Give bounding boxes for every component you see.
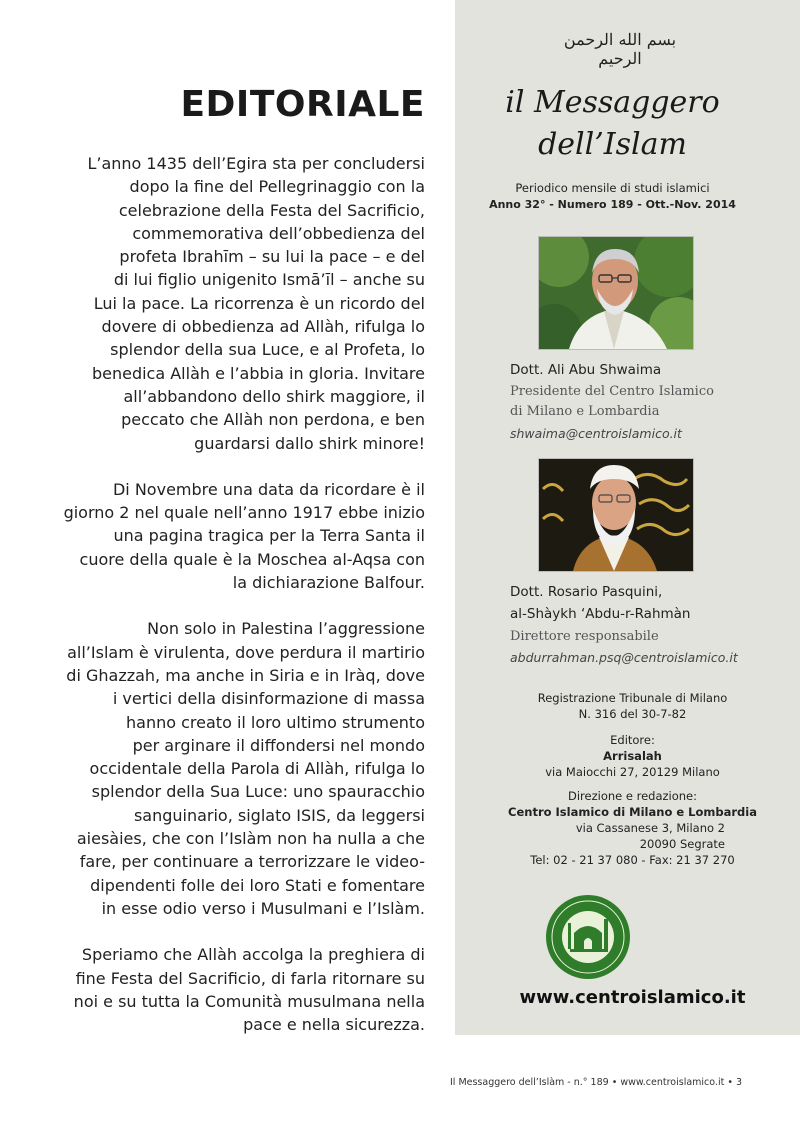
masthead-line: il Messaggero bbox=[505, 85, 720, 120]
website-link[interactable]: www.centroislamico.it bbox=[519, 987, 746, 1008]
editorial-line: dopo la fine del Pellegrinaggio con la bbox=[129, 177, 425, 197]
editorial-line: guardarsi dallo shirk minore! bbox=[194, 433, 425, 453]
direction-address-line: 20090 Segrate bbox=[639, 837, 725, 851]
issue-info: Anno 32° - Numero 189 - Ott.-Nov. 2014 bbox=[489, 198, 736, 211]
editorial-line: di Ghazzah, ma anche in Siria e in Iràq, dove bbox=[66, 665, 425, 685]
editorial-line: Lui la pace. La ricorrenza è un ricordo del bbox=[93, 293, 425, 313]
editorial-line: una pagina tragica per la Terra Santa il bbox=[113, 526, 425, 546]
editorial-line: in esse odio verso i Musulmani e l’Islàm. bbox=[101, 898, 425, 918]
person2-name: Dott. Rosario Pasquini, bbox=[510, 584, 663, 600]
direction-phone: Tel: 02 - 21 37 080 - Fax: 21 37 270 bbox=[530, 853, 735, 867]
editorial-line: di lui figlio unigenito Ismā’īl – anche su bbox=[113, 270, 425, 290]
editorial-line: per arginare il diffondersi nel mondo bbox=[132, 735, 425, 755]
portrait-photo-ali-abu-shwaima bbox=[538, 236, 694, 350]
editorial-line: L’anno 1435 dell’Egira sta per concludersi bbox=[87, 154, 425, 173]
person2-role: Direttore responsabile bbox=[510, 629, 659, 644]
bismillah-calligraphy: بسم الله الرحمن الرحيم bbox=[563, 30, 677, 68]
person1-role: di Milano e Lombardia bbox=[510, 404, 660, 419]
editorial-line: aiesàies, che con l’Islàm non ha nulla a che bbox=[76, 829, 425, 849]
editorial-line: la dichiarazione Balfour. bbox=[232, 573, 425, 593]
person2-name: al-Shàykh ‘Abdu-r-Rahmàn bbox=[510, 606, 691, 622]
direction-info bbox=[470, 788, 795, 820]
publisher-info bbox=[470, 732, 795, 780]
centro-islamico-logo bbox=[544, 893, 632, 981]
editorial-line: splendor della sua Luce, e al Profeta, lo bbox=[110, 340, 425, 360]
registration-line: Registrazione Tribunale di Milano bbox=[537, 691, 728, 705]
editorial-line: celebrazione della Festa del Sacrificio, bbox=[118, 200, 425, 220]
publication-subtitle: Periodico mensile di studi islamici bbox=[515, 181, 710, 195]
direction-address bbox=[470, 820, 725, 852]
person2-email-link[interactable]: abdurrahman.psq@centroislamico.it bbox=[510, 650, 738, 665]
person1-role: Presidente del Centro Islamico bbox=[510, 384, 714, 399]
editorial-line: dipendenti folle dei loro Stati e fomentare bbox=[90, 875, 425, 895]
person1-name: Dott. Ali Abu Shwaima bbox=[510, 362, 662, 378]
editorial-line: dovere di obbedienza ad Allàh, rifulga lo bbox=[101, 317, 425, 337]
editorial-line: all’Islam è virulenta, dove perdura il martirio bbox=[67, 642, 425, 662]
editorial-line: Di Novembre una data da ricordare è il bbox=[112, 479, 425, 499]
editorial-line: Speriamo che Allàh accolga la preghiera di bbox=[81, 945, 425, 965]
editorial-body bbox=[58, 152, 425, 1059]
portrait-photo-rosario-pasquini bbox=[538, 458, 694, 572]
editorial-line: splendor della Sua Luce: uno spauracchio bbox=[91, 782, 425, 802]
person1-email-link[interactable]: shwaima@centroislamico.it bbox=[510, 426, 682, 441]
editorial-line: occidentale della Parola di Allàh, rifulga lo bbox=[89, 759, 425, 779]
editorial-line: cuore della quale è la Moschea al-Aqsa con bbox=[79, 549, 425, 569]
publisher-name: Arrisalah bbox=[603, 749, 662, 763]
editorial-line: peccato che Allàh non perdona, e ben bbox=[121, 410, 425, 430]
page-footer: Il Messaggero dell’Islàm - n.° 189 • www.centroislamico.it • 3 bbox=[449, 1077, 742, 1088]
direction-name: Centro Islamico di Milano e Lombardia bbox=[508, 805, 757, 819]
editorial-line: all’abbandono dello shirk maggiore, il bbox=[123, 386, 425, 406]
editorial-line: commemorativa dell’obbedienza del bbox=[132, 223, 425, 243]
editorial-line: profeta Ibrahīm – su lui la pace – e del bbox=[119, 247, 425, 267]
registration-line: N. 316 del 30-7-82 bbox=[578, 707, 687, 721]
registration-info bbox=[470, 690, 795, 722]
editorial-title: EDITORIALE bbox=[180, 84, 425, 125]
direction-label: Direzione e redazione: bbox=[567, 789, 698, 803]
publisher-label: Editore: bbox=[610, 733, 655, 747]
editorial-line: benedica Allàh e l’abbia in gloria. Invitare bbox=[91, 363, 425, 383]
editorial-line: noi e su tutta la Comunità musulmana nella bbox=[73, 991, 425, 1011]
editorial-line: Non solo in Palestina l’aggressione bbox=[147, 619, 425, 639]
masthead-line: dell’Islam bbox=[538, 127, 687, 162]
editorial-line: fare, per continuare a terrorizzare le video- bbox=[79, 852, 425, 872]
editorial-line: sanguinario, siglato ISIS, da leggersi bbox=[133, 805, 425, 825]
masthead-logo bbox=[470, 82, 755, 166]
publisher-address: via Maiocchi 27, 20129 Milano bbox=[545, 765, 720, 779]
editorial-line: pace e nella sicurezza. bbox=[243, 1015, 425, 1035]
editorial-line: hanno creato il loro ultimo strumento bbox=[126, 712, 425, 732]
editorial-line: fine Festa del Sacrificio, di farla ritornare su bbox=[75, 968, 425, 988]
editorial-line: i vertici della disinformazione di massa bbox=[112, 689, 425, 709]
editorial-line: giorno 2 nel quale nell’anno 1917 ebbe inizio bbox=[63, 503, 425, 523]
direction-address-line: via Cassanese 3, Milano 2 bbox=[575, 821, 725, 835]
